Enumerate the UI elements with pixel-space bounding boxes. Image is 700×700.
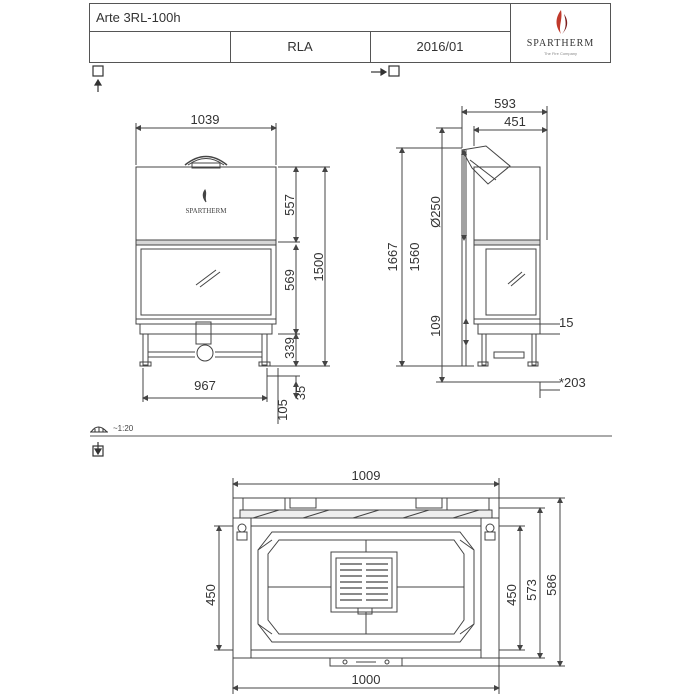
dim-flue-diameter: Ø250 [428,196,443,228]
arrow-right-box-icon [371,66,399,76]
dim-upper-height: 557 [282,194,297,216]
front-view [136,123,330,424]
dim-depth: 593 [494,96,516,111]
variant-label: RLA [287,39,313,54]
dim-base-height: 339 [282,337,297,359]
dim-foot-offset: 105 [275,399,290,421]
date-label: 2016/01 [416,39,464,54]
scale-icon [90,427,108,432]
front-view-dimensions [191,112,326,421]
stove-brand: SPARTHERM [185,207,227,215]
box-arrow-down-icon [93,442,103,456]
dim-depth-inner: 451 [504,114,526,129]
dim-flue-height: 1560 [407,242,422,272]
model-name: Arte 3RL-100h [96,10,181,25]
box-arrow-up-icon [93,66,103,92]
dim-frame: 15 [559,315,574,330]
dim-foot-height: 35 [293,385,308,401]
dim-outer-width: 1009 [351,468,381,483]
dim-depth-right: 450 [504,584,519,606]
dim-note: *203 [559,375,586,390]
dim-door-height: 569 [282,269,297,291]
dim-door-bottom: 109 [428,315,443,337]
dim-side-total-height: 1667 [385,242,400,272]
dim-width: 1039 [190,112,220,127]
dim-depth-mid: 573 [524,579,539,601]
dim-base-width: 967 [194,378,216,393]
brand-name: SPARTHERM [526,38,595,49]
dim-total-height: 1500 [311,252,326,282]
dim-depth-total: 586 [544,574,559,596]
dim-base-width-top: 1000 [351,672,381,687]
scale-label: ~1:20 [113,424,134,433]
brand-tagline: The Fire Company [543,51,578,56]
dim-depth-left: 450 [203,584,218,606]
